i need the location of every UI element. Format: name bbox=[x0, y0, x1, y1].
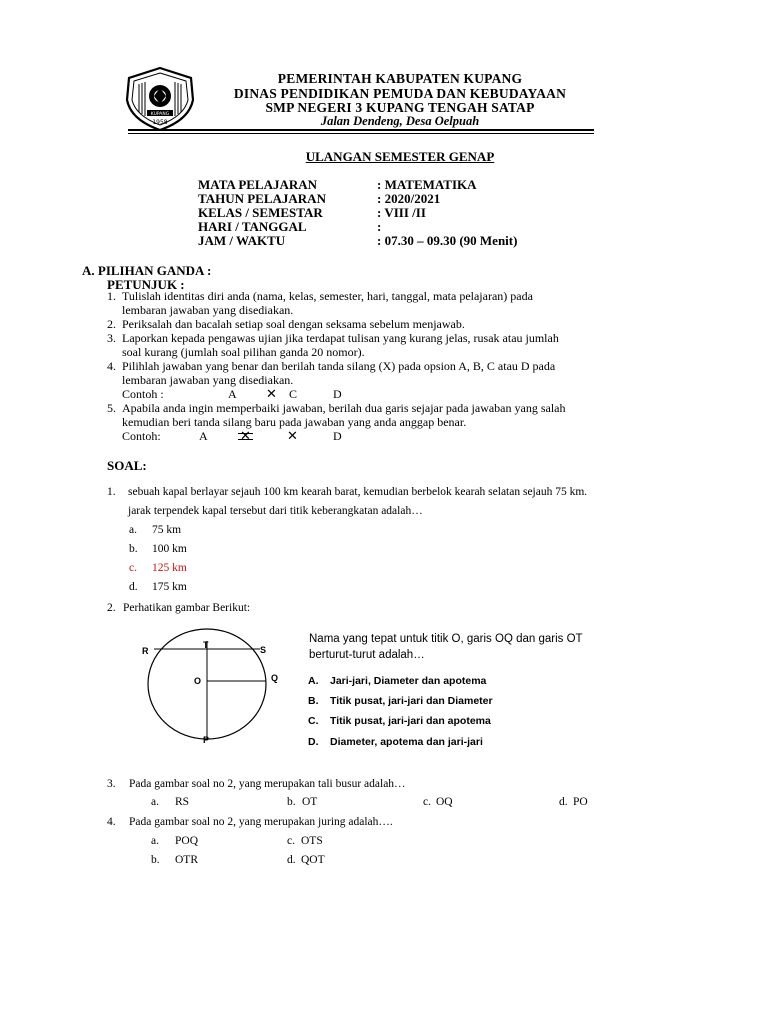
option-text-answer: 125 km bbox=[152, 562, 187, 574]
example-option-c bbox=[287, 429, 295, 444]
school-logo bbox=[121, 66, 199, 132]
question-number: 4. bbox=[107, 816, 116, 828]
figure-label-s: S bbox=[260, 645, 267, 655]
letterhead-rule-thick bbox=[128, 129, 594, 131]
question-text: jarak terpendek kapal tersebut dari titik keberangkatan adalah… bbox=[128, 505, 423, 517]
option-letter-answer: c. bbox=[129, 562, 137, 574]
exam-title: ULANGAN SEMESTER GENAP bbox=[305, 149, 495, 164]
option-text: PO bbox=[573, 796, 588, 808]
info-value-year: : 2020/2021 bbox=[377, 191, 441, 206]
option-letter: D. bbox=[308, 736, 319, 748]
letterhead-address: Jalan Dendeng, Desa Oelpuah bbox=[320, 114, 480, 128]
option-letter: B. bbox=[308, 695, 319, 707]
letterhead-line1: PEMERINTAH KABUPATEN KUPANG bbox=[277, 71, 523, 86]
option-letter: c. bbox=[287, 835, 295, 847]
section-a-heading: A. PILIHAN GANDA : bbox=[82, 263, 212, 278]
info-label-year: TAHUN PELAJARAN bbox=[198, 191, 326, 206]
option-text: OQ bbox=[436, 796, 453, 808]
figure-label-t: T bbox=[203, 640, 209, 650]
option-text: Titik pusat, jari-jari dan Diameter bbox=[330, 695, 493, 707]
option-text: OTS bbox=[301, 835, 323, 847]
option-text: Diameter, apotema dan jari-jari bbox=[330, 736, 483, 748]
question-text: Pada gambar soal no 2, yang merupakan tali busur adalah… bbox=[129, 778, 406, 790]
petunjuk-heading: PETUNJUK : bbox=[107, 277, 185, 292]
question-prompt: berturut-turut adalah… bbox=[309, 649, 425, 661]
question-text: Perhatikan gambar Berikut: bbox=[123, 602, 251, 614]
figure-label-r: R bbox=[142, 646, 149, 656]
logo-text: KUPANG bbox=[150, 112, 170, 117]
option-letter: a. bbox=[129, 524, 137, 536]
example-option-d: D bbox=[333, 429, 342, 443]
option-letter: c. bbox=[423, 796, 431, 808]
option-letter: C. bbox=[308, 715, 319, 727]
option-letter: d. bbox=[287, 854, 296, 866]
instruction-text: Tulislah identitas diri anda (nama, kelas, semester, hari, tanggal, mata pelajaran) pada bbox=[122, 289, 533, 303]
option-letter: a. bbox=[151, 835, 159, 847]
option-text: Titik pusat, jari-jari dan apotema bbox=[330, 715, 491, 727]
option-text: 75 km bbox=[152, 524, 182, 536]
example-option-a: A bbox=[199, 429, 208, 443]
info-label-class: KELAS / SEMESTAR bbox=[198, 205, 323, 220]
double-strike-lines-icon bbox=[238, 433, 253, 440]
option-text: OT bbox=[302, 796, 318, 808]
figure-label-p: P bbox=[203, 735, 210, 745]
instruction-text: Laporkan kepada pengawas ujian jika terdapat tulisan yang kurang jelas, rusak atau jumlah bbox=[122, 331, 559, 345]
info-value-time: : 07.30 – 09.30 (90 Menit) bbox=[377, 233, 518, 248]
letterhead-rule-thin bbox=[128, 133, 594, 134]
option-letter: A. bbox=[308, 675, 319, 687]
option-letter: d. bbox=[129, 581, 138, 593]
instruction-num: 1. bbox=[107, 289, 116, 303]
option-text: 100 km bbox=[152, 543, 187, 555]
instruction-num: 4. bbox=[107, 359, 116, 373]
cross-mark-icon: ✕ bbox=[266, 387, 277, 402]
instruction-text: soal kurang (jumlah soal pilihan ganda 20 nomor). bbox=[122, 345, 365, 359]
example-option-d: D bbox=[333, 387, 342, 401]
option-letter: b. bbox=[129, 543, 138, 555]
option-text: POQ bbox=[175, 835, 199, 847]
figure-label-o: O bbox=[194, 676, 202, 686]
info-label-subject: MATA PELAJARAN bbox=[198, 177, 318, 192]
info-value-date: : bbox=[377, 219, 382, 234]
option-letter: b. bbox=[287, 796, 296, 808]
instruction-num: 3. bbox=[107, 331, 116, 345]
info-label-time: JAM / WAKTU bbox=[198, 233, 286, 248]
question-text: Pada gambar soal no 2, yang merupakan juring adalah…. bbox=[129, 816, 393, 828]
info-value-class: : VIII /II bbox=[377, 205, 426, 220]
info-label-date: HARI / TANGGAL bbox=[198, 219, 307, 234]
example-option-a: A bbox=[228, 387, 237, 401]
option-text: Jari-jari, Diameter dan apotema bbox=[330, 675, 487, 687]
instruction-text: Pilihlah jawaban yang benar dan berilah tanda silang (X) pada opsion A, B, C atau D pada bbox=[122, 359, 556, 373]
figure-label-q: Q bbox=[271, 673, 279, 683]
instruction-text: Apabila anda ingin memperbaiki jawaban, berilah dua garis sejajar pada jawaban yang salah bbox=[122, 401, 566, 415]
option-text: RS bbox=[175, 796, 190, 808]
instruction-text: kemudian beri tanda silang baru pada jawaban yang anda anggap benar. bbox=[122, 415, 467, 429]
question-prompt: Nama yang tepat untuk titik O, garis OQ dan garis OT bbox=[309, 633, 583, 645]
info-value-subject: : MATEMATIKA bbox=[377, 177, 477, 192]
question-number: 1. bbox=[107, 486, 116, 498]
instruction-num: 2. bbox=[107, 317, 116, 331]
instruction-text: Periksalah dan bacalah setiap soal dengan seksama sebelum menjawab. bbox=[122, 317, 465, 331]
question-number: 2. bbox=[107, 602, 116, 614]
letterhead-line3: SMP NEGERI 3 KUPANG TENGAH SATAP bbox=[265, 100, 535, 115]
letterhead-line2: DINAS PENDIDIKAN PEMUDA DAN KEBUDAYAAN bbox=[233, 86, 567, 101]
option-text: 175 km bbox=[152, 581, 187, 593]
question-number: 3. bbox=[107, 778, 116, 790]
option-letter: d. bbox=[559, 796, 568, 808]
instruction-text: lembaran jawaban yang disediakan. bbox=[122, 303, 294, 317]
cross-mark-icon: ✕ bbox=[287, 429, 298, 444]
option-text: QOT bbox=[301, 854, 325, 866]
example-option-c: C bbox=[289, 387, 298, 401]
double-strike-cross-icon: ✕ bbox=[240, 429, 251, 444]
example-label: Contoh : bbox=[122, 387, 164, 401]
example-label: Contoh: bbox=[122, 429, 161, 443]
question-text: sebuah kapal berlayar sejauh 100 km kearah barat, kemudian berbelok kearah selatan sejauh 75 km. bbox=[128, 486, 588, 498]
logo-year: 1958 bbox=[152, 119, 168, 126]
option-letter: b. bbox=[151, 854, 160, 866]
circle-figure bbox=[135, 622, 295, 752]
instruction-text: lembaran jawaban yang disediakan. bbox=[122, 373, 294, 387]
option-letter: a. bbox=[151, 796, 159, 808]
option-text: OTR bbox=[175, 854, 198, 866]
soal-heading: SOAL: bbox=[107, 458, 147, 473]
instruction-num: 5. bbox=[107, 401, 116, 415]
